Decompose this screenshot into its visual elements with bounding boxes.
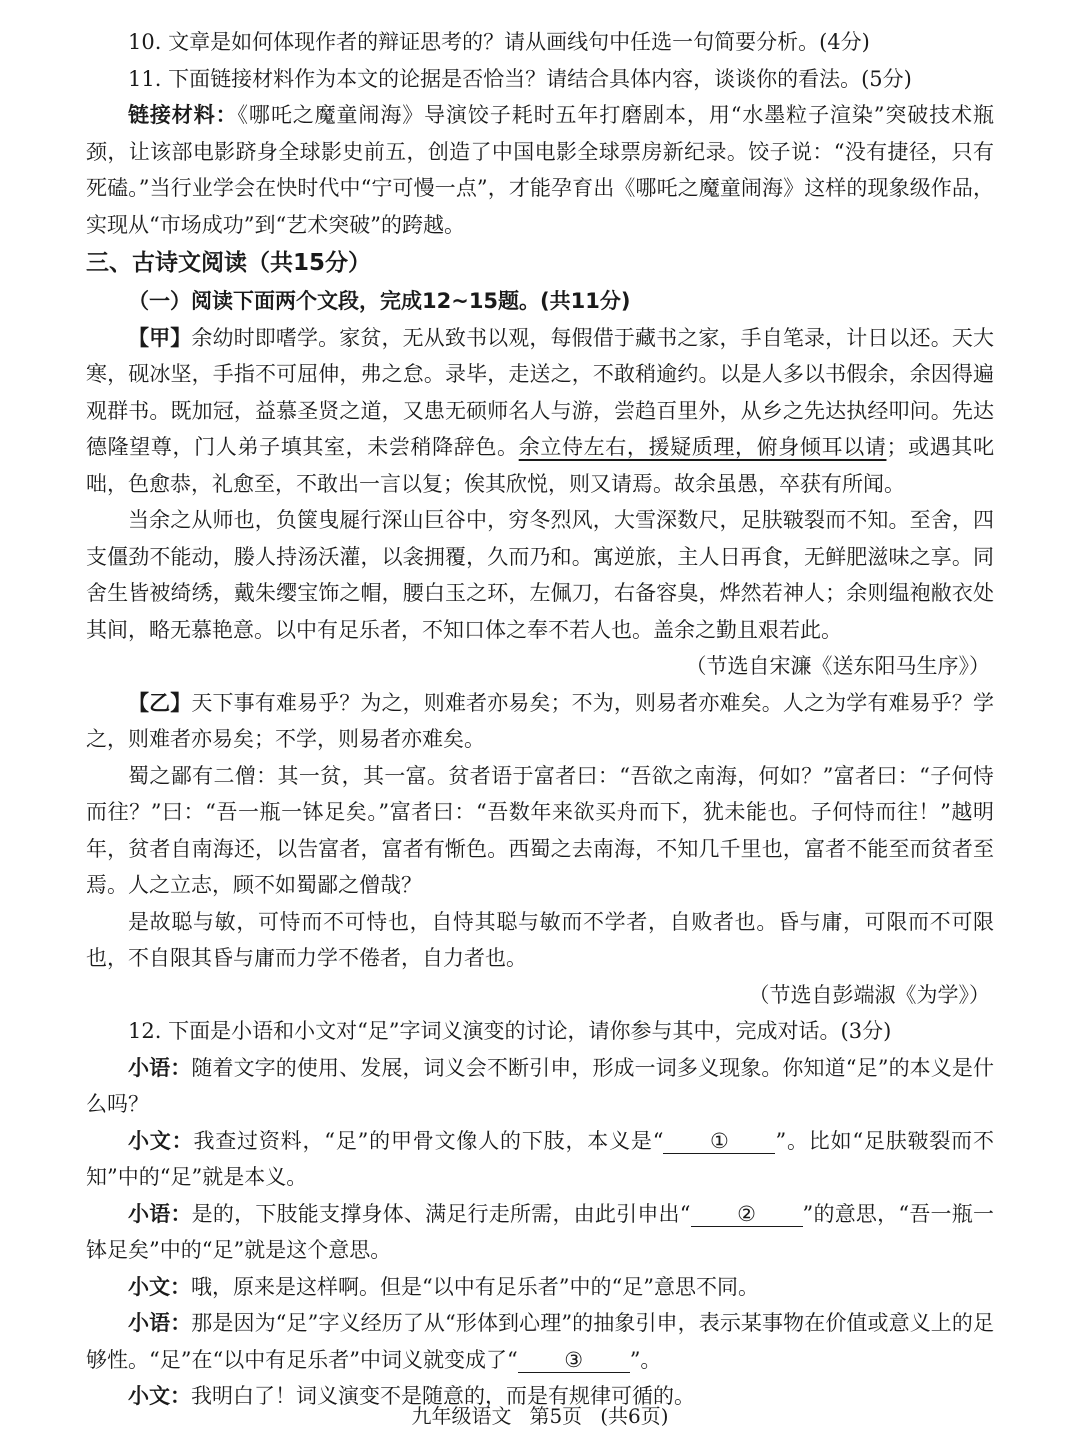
- speaker-xiaoyu: 小语：: [128, 1055, 192, 1080]
- jia-underlined-sentence: 余立侍左右，援疑质理，俯身倾耳以请: [518, 435, 887, 459]
- section-3-title: 三、古诗文阅读（共15分）: [86, 250, 372, 276]
- yi-paragraph-1: [86, 685, 994, 758]
- dialogue-text: 我明白了！词义演变不是随意的，而是有规律可循的。: [191, 1384, 695, 1408]
- answer-blank-2[interactable]: ②: [691, 1202, 803, 1227]
- dialogue-text: 那是因为“足”字义经历了从“形体到心理”的抽象引申，表示某事物在价值或意义上的足够性。“足”在“以中有足乐者”中词义就变成了“: [86, 1311, 994, 1372]
- speaker-xiaoyu: 小语：: [128, 1311, 192, 1335]
- speaker-xiaoyu: 小语：: [128, 1201, 192, 1226]
- jia-label: 【甲】: [128, 325, 192, 350]
- yi-paragraph-2: 蜀之鄙有二僧：其一贫，其一富。贫者语于富者曰：“吾欲之南海，何如？”富者曰：“子何恃而往？”曰：“吾一瓶一钵足矣。”富者曰：“吾数年来欲买舟而下，犹未能也。子何恃而往！”越明年，贫者自南海还，以告富者，富者有惭色。西蜀之去南海，不知几千里也，富者不能至而贫者至焉。人之立志，顾不如蜀鄙之僧哉？: [86, 763, 994, 897]
- yi-p1-text: 天下事有难易乎？为之，则难者亦易矣；不为，则易者亦难矣。人之为学有难易乎？学之，则难者亦易矣；不学，则易者亦难矣。: [86, 690, 994, 751]
- link-material: [86, 97, 994, 243]
- dialogue-line-1: [86, 1050, 994, 1123]
- speaker-xiaowen: 小文：: [128, 1384, 191, 1408]
- jia-paragraph-1: [86, 320, 994, 503]
- dialogue-text: 随着文字的使用、发展，词义会不断引申，形成一词多义现象。你知道“足”的本义是什么吗？: [86, 1055, 995, 1116]
- footer-subject: 九年级语文: [411, 1404, 512, 1428]
- dialogue-text: 我查过资料，“足”的甲骨文像人的下肢，本义是“: [193, 1128, 664, 1153]
- page-footer: [0, 1402, 1080, 1430]
- jia-source: （节选自宋濂《送东阳马生序》）: [685, 654, 990, 678]
- dialogue-line-4: [86, 1269, 994, 1306]
- dialogue-line-3: [86, 1196, 994, 1269]
- link-material-label: 链接材料：: [128, 103, 238, 127]
- dialogue-line-5: [86, 1305, 994, 1378]
- question-10: 10. 文章是如何体现作者的辩证思考的？请从画线句中任选一句简要分析。(4分): [128, 30, 870, 54]
- link-material-text: 《哪吒之魔童闹海》导演饺子耗时五年打磨剧本，用“水墨粒子渲染”突破技术瓶颈，让该部电影跻身全球影史前五，创造了中国电影全球票房新纪录。饺子说：“没有捷径，只有死磕。”当行业学会在快时代中“宁可慢一点”，才能孕育出《哪吒之魔童闹海》这样的现象级作品，实现从“市场成功”到“艺术突破”的跨越。: [86, 103, 995, 237]
- speaker-xiaowen: 小文：: [128, 1128, 194, 1153]
- footer-page-number: 第5页: [529, 1404, 583, 1428]
- dialogue-text: ”的意思，“吾一瓶一钵足矣”中的“足”就是这个意思。: [86, 1201, 995, 1262]
- jia-p1-text-a: 余幼时即嗜学。家贫，无从致书以观，每假借于藏书之家，手自笔录，计日以还。天大寒，砚冰坚，手指不可屈伸，弗之怠。录毕，走送之，不敢稍逾约。以是人多以书假余，余因得遍观群书。既加冠，益慕圣贤之道，又患无硕师名人与游，尝趋百里外，从乡之先达执经叩问。先达德隆望尊，门人弟子填其室，未尝稍降辞色。: [86, 325, 994, 459]
- answer-blank-1[interactable]: ①: [663, 1129, 775, 1154]
- speaker-xiaowen: 小文：: [128, 1274, 191, 1299]
- dialogue-text: ”。: [629, 1347, 662, 1372]
- dialogue-text: 哦，原来是这样啊。但是“以中有足乐者”中的“足”意思不同。: [191, 1274, 759, 1299]
- dialogue-text: 是的，下肢能支撑身体、满足行走所需，由此引申出“: [191, 1201, 691, 1226]
- jia-p1-text-b: ；或遇其叱咄，色愈恭，礼愈至，不敢出一言以复；俟其欣悦，则又请焉。故余虽愚，卒获有所闻。: [86, 435, 995, 496]
- yi-source: （节选自彭端淑《为学》）: [748, 982, 990, 1007]
- part-1-title: （一）阅读下面两个文段，完成12~15题。(共11分): [128, 289, 631, 313]
- jia-paragraph-2: 当余之从师也，负箧曳屣行深山巨谷中，穷冬烈风，大雪深数尺，足肤皲裂而不知。至舍，四支僵劲不能动，媵人持汤沃灌，以衾拥覆，久而乃和。寓逆旅，主人日再食，无鲜肥滋味之享。同舍生皆被绮绣，戴朱缨宝饰之帽，腰白玉之环，左佩刀，右备容臭，烨然若神人；余则缊袍敝衣处其间，略无慕艳意。以中有足乐者，不知口体之奉不若人也。盖余之勤且艰若此。: [86, 508, 994, 642]
- question-11: 11. 下面链接材料作为本文的论据是否恰当？请结合具体内容，谈谈你的看法。(5分): [128, 66, 912, 91]
- question-12: 12. 下面是小语和小文对“足”字词义演变的讨论，请你参与其中，完成对话。(3分): [128, 1019, 892, 1043]
- yi-label: 【乙】: [128, 690, 192, 715]
- footer-total-pages: (共6页): [600, 1404, 669, 1428]
- dialogue-text: ”。比如“足肤皲裂而不知”中的“足”就是本义。: [86, 1128, 994, 1189]
- yi-paragraph-3: 是故聪与敏，可恃而不可恃也，自恃其聪与敏而不学者，自败者也。昏与庸，可限而不可限也，不自限其昏与庸而力学不倦者，自力者也。: [86, 909, 994, 970]
- answer-blank-3[interactable]: ③: [518, 1348, 630, 1373]
- dialogue-line-2: [86, 1123, 994, 1196]
